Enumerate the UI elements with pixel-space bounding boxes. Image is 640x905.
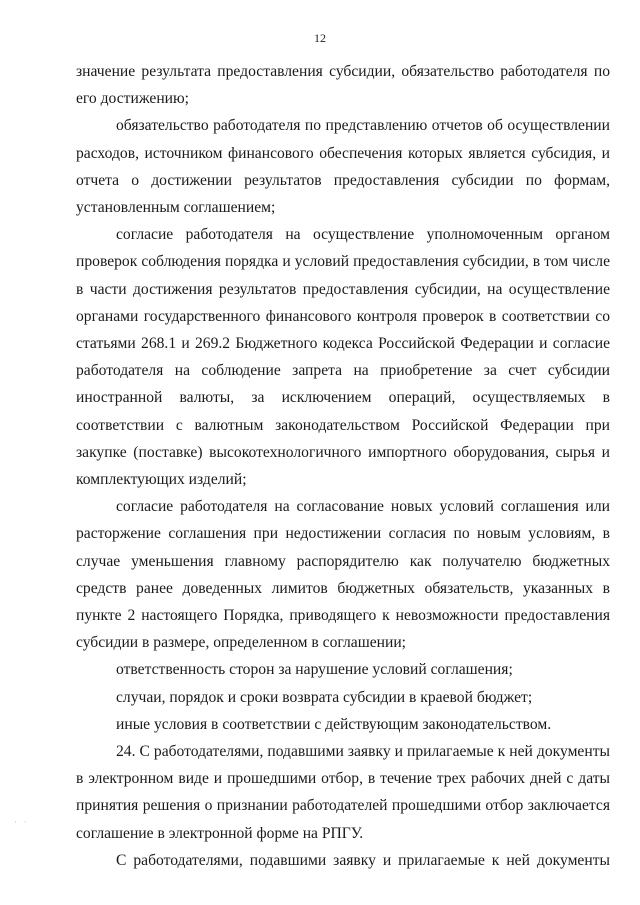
paragraph-result-value: значение результата предоставления субсидии, обязательство работодателя по его достижению; bbox=[76, 63, 610, 108]
page-number: 12 bbox=[314, 31, 326, 45]
paragraph-reporting-obligation: обязательство работодателя по представлению отчетов об осуществлении расходов, источником финансового обеспечения которых является субсидия, и отчета о достижении результатов предоставления субсидии по формам, установленным соглашением; bbox=[76, 117, 610, 217]
paragraph-refund-terms: случаи, порядок и сроки возврата субсидии в краевой бюджет; bbox=[116, 688, 533, 706]
paragraph-clause-24: 24. С работодателями, подавшими заявку и прилагаемые к ней документы в электронном виде и прошедшими отбор, в течение трех рабочих дней с даты принятия решения о признании работодателей прошедшими отбор заключается соглашение в электронной форме на РПГУ. bbox=[76, 743, 610, 842]
document-body bbox=[76, 58, 610, 874]
scan-artifact-mark: · · bbox=[14, 818, 29, 828]
paragraph-agreement-amendment: согласие работодателя на согласование новых условий соглашения или расторжение соглашения при недостижении согласия по новым условиям, в случае уменьшения главному распорядителю как получателю бюджетных средств ранее доведенных лимитов бюджетных обязательств, указанных в пункте 2 настоящего Порядка, приводящего к невозможности предоставления субсидии в размере, определенном в соглашении; bbox=[76, 498, 610, 652]
paragraph-audit-consent: согласие работодателя на осуществление уполномоченным органом проверок соблюдения порядка и условий предоставления субсидии, в том числе в части достижения результатов предоставления субсидии, на осуществление органами государственного финансового контроля проверок в соответствии со статьями 268.1 и 269.2 Бюджетного кодекса Российской Федерации и согласие работодателя на соблюдение запрета на приобретение за счет субсидии иностранной валюты, за исключением операций, осуществляемых в соответствии с валютным законодательством Российской Федерации при закупке (поставке) высокотехнологичного импортного оборудования, сырья и комплектующих изделий; bbox=[76, 226, 610, 489]
paragraph-other-conditions: иные условия в соответствии с действующим законодательством. bbox=[116, 715, 552, 733]
paragraph-continued: С работодателями, подавшими заявку и прилагаемые к ней документы bbox=[116, 851, 610, 869]
paragraph-liability: ответственность сторон за нарушение условий соглашения; bbox=[116, 661, 513, 679]
